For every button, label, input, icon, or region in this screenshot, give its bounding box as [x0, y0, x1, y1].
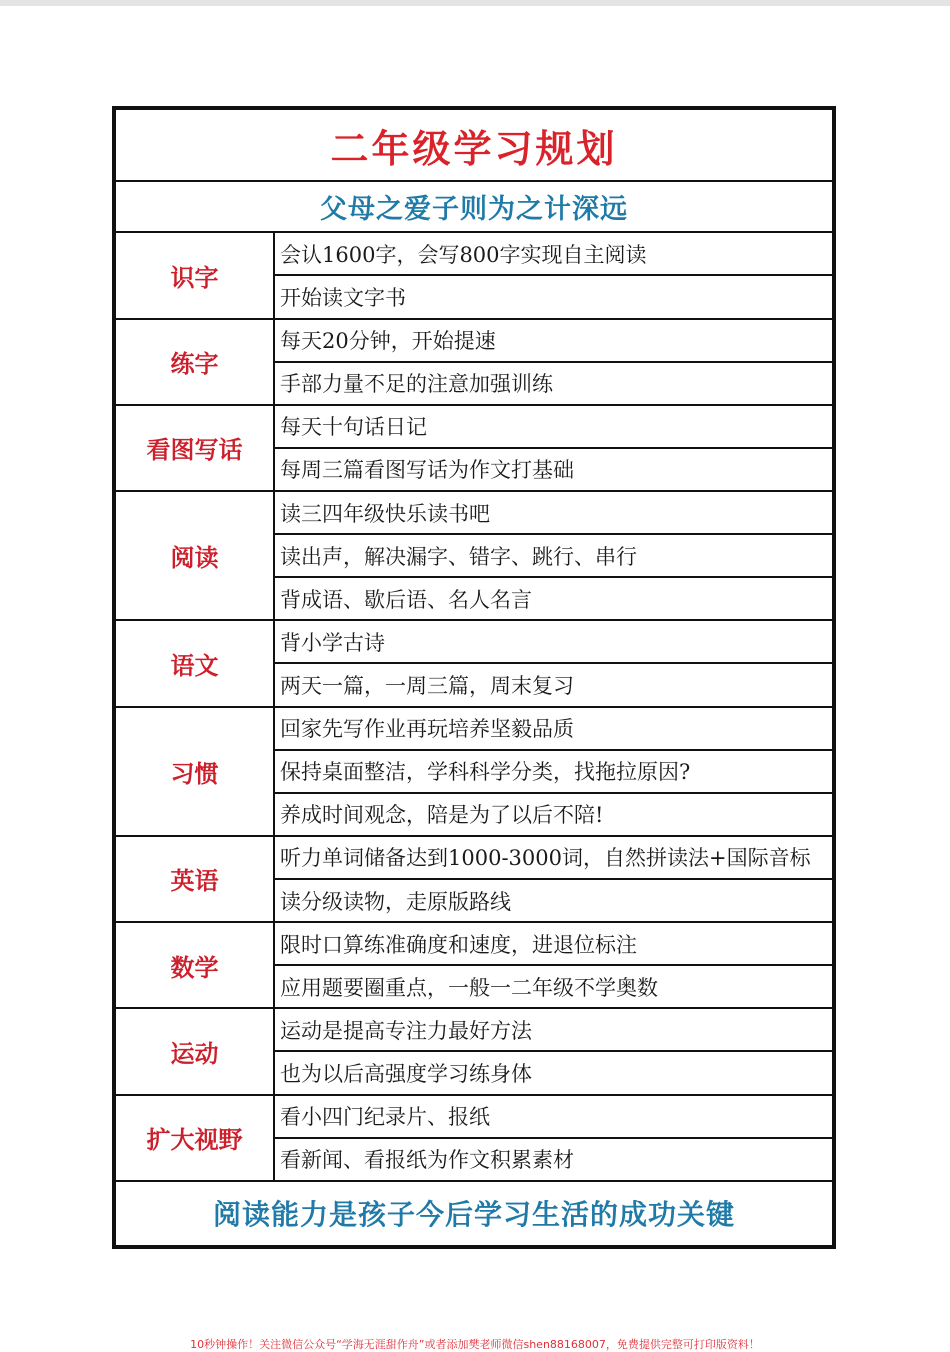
footer-slogan: 阅读能力是孩子今后学习生活的成功关键 [212, 1198, 735, 1232]
page-subtitle: 父母之爱子则为之计深远 [320, 194, 628, 226]
plan-row [115, 491, 833, 534]
page-title: 二年级学习规划 [330, 126, 618, 171]
plan-item: 读出声，解决漏字、错字、跳行、串行 [274, 534, 833, 577]
category-label: 英语 [115, 836, 274, 922]
plan-item: 每天十句话日记 [274, 405, 833, 448]
plan-item: 两天一篇，一周三篇，周末复习 [274, 663, 833, 706]
plan-row [115, 405, 833, 448]
plan-item: 运动是提高专注力最好方法 [274, 1008, 833, 1051]
plan-row [115, 707, 833, 750]
plan-item: 每周三篇看图写话为作文打基础 [274, 448, 833, 491]
title-cell [115, 109, 833, 181]
plan-item: 手部力量不足的注意加强训练 [274, 362, 833, 405]
category-label: 扩大视野 [115, 1095, 274, 1181]
subtitle-row [115, 181, 833, 232]
category-label: 练字 [115, 319, 274, 405]
plan-item: 看新闻、看报纸为作文积累素材 [274, 1138, 833, 1181]
plan-item: 读分级读物，走原版路线 [274, 879, 833, 922]
plan-row [115, 836, 833, 879]
plan-row [115, 319, 833, 362]
plan-table [114, 108, 834, 1247]
plan-row [115, 620, 833, 663]
plan-item: 背小学古诗 [274, 620, 833, 663]
subtitle-cell [115, 181, 833, 232]
category-label: 阅读 [115, 491, 274, 620]
plan-row [115, 1008, 833, 1051]
plan-item: 保持桌面整洁，学科科学分类，找拖拉原因? [274, 750, 833, 793]
footer-row [115, 1181, 833, 1246]
category-label: 看图写话 [115, 405, 274, 491]
title-row [115, 109, 833, 181]
plan-item: 背成语、歇后语、名人名言 [274, 577, 833, 620]
footer-cell [115, 1181, 833, 1246]
category-label: 识字 [115, 232, 274, 318]
plan-item: 也为以后高强度学习练身体 [274, 1051, 833, 1094]
category-label: 运动 [115, 1008, 274, 1094]
plan-item: 开始读文字书 [274, 275, 833, 318]
plan-item: 每天20分钟，开始提速 [274, 319, 833, 362]
plan-item: 听力单词储备达到1000-3000词，自然拼读法+国际音标 [274, 836, 833, 879]
plan-item: 读三四年级快乐读书吧 [274, 491, 833, 534]
plan-item: 限时口算练准确度和速度，进退位标注 [274, 922, 833, 965]
plan-item: 养成时间观念，陪是为了以后不陪! [274, 793, 833, 836]
plan-row [115, 922, 833, 965]
category-label: 数学 [115, 922, 274, 1008]
plan-item: 应用题要圈重点，一般一二年级不学奥数 [274, 965, 833, 1008]
plan-row [115, 1095, 833, 1138]
plan-item: 会认1600字，会写800字实现自主阅读 [274, 232, 833, 275]
top-gray-bar [0, 0, 950, 6]
plan-sheet [112, 106, 836, 1249]
plan-row [115, 232, 833, 275]
category-label: 语文 [115, 620, 274, 706]
category-label: 习惯 [115, 707, 274, 836]
plan-item: 回家先写作业再玩培养坚毅品质 [274, 707, 833, 750]
plan-item: 看小四门纪录片、报纸 [274, 1095, 833, 1138]
watermark-text: 10秒钟操作！关注微信公众号“学海无涯甜作舟”或者添加樊老师微信shen88168007，免费提供完整可打印版资料！ [190, 1338, 760, 1351]
